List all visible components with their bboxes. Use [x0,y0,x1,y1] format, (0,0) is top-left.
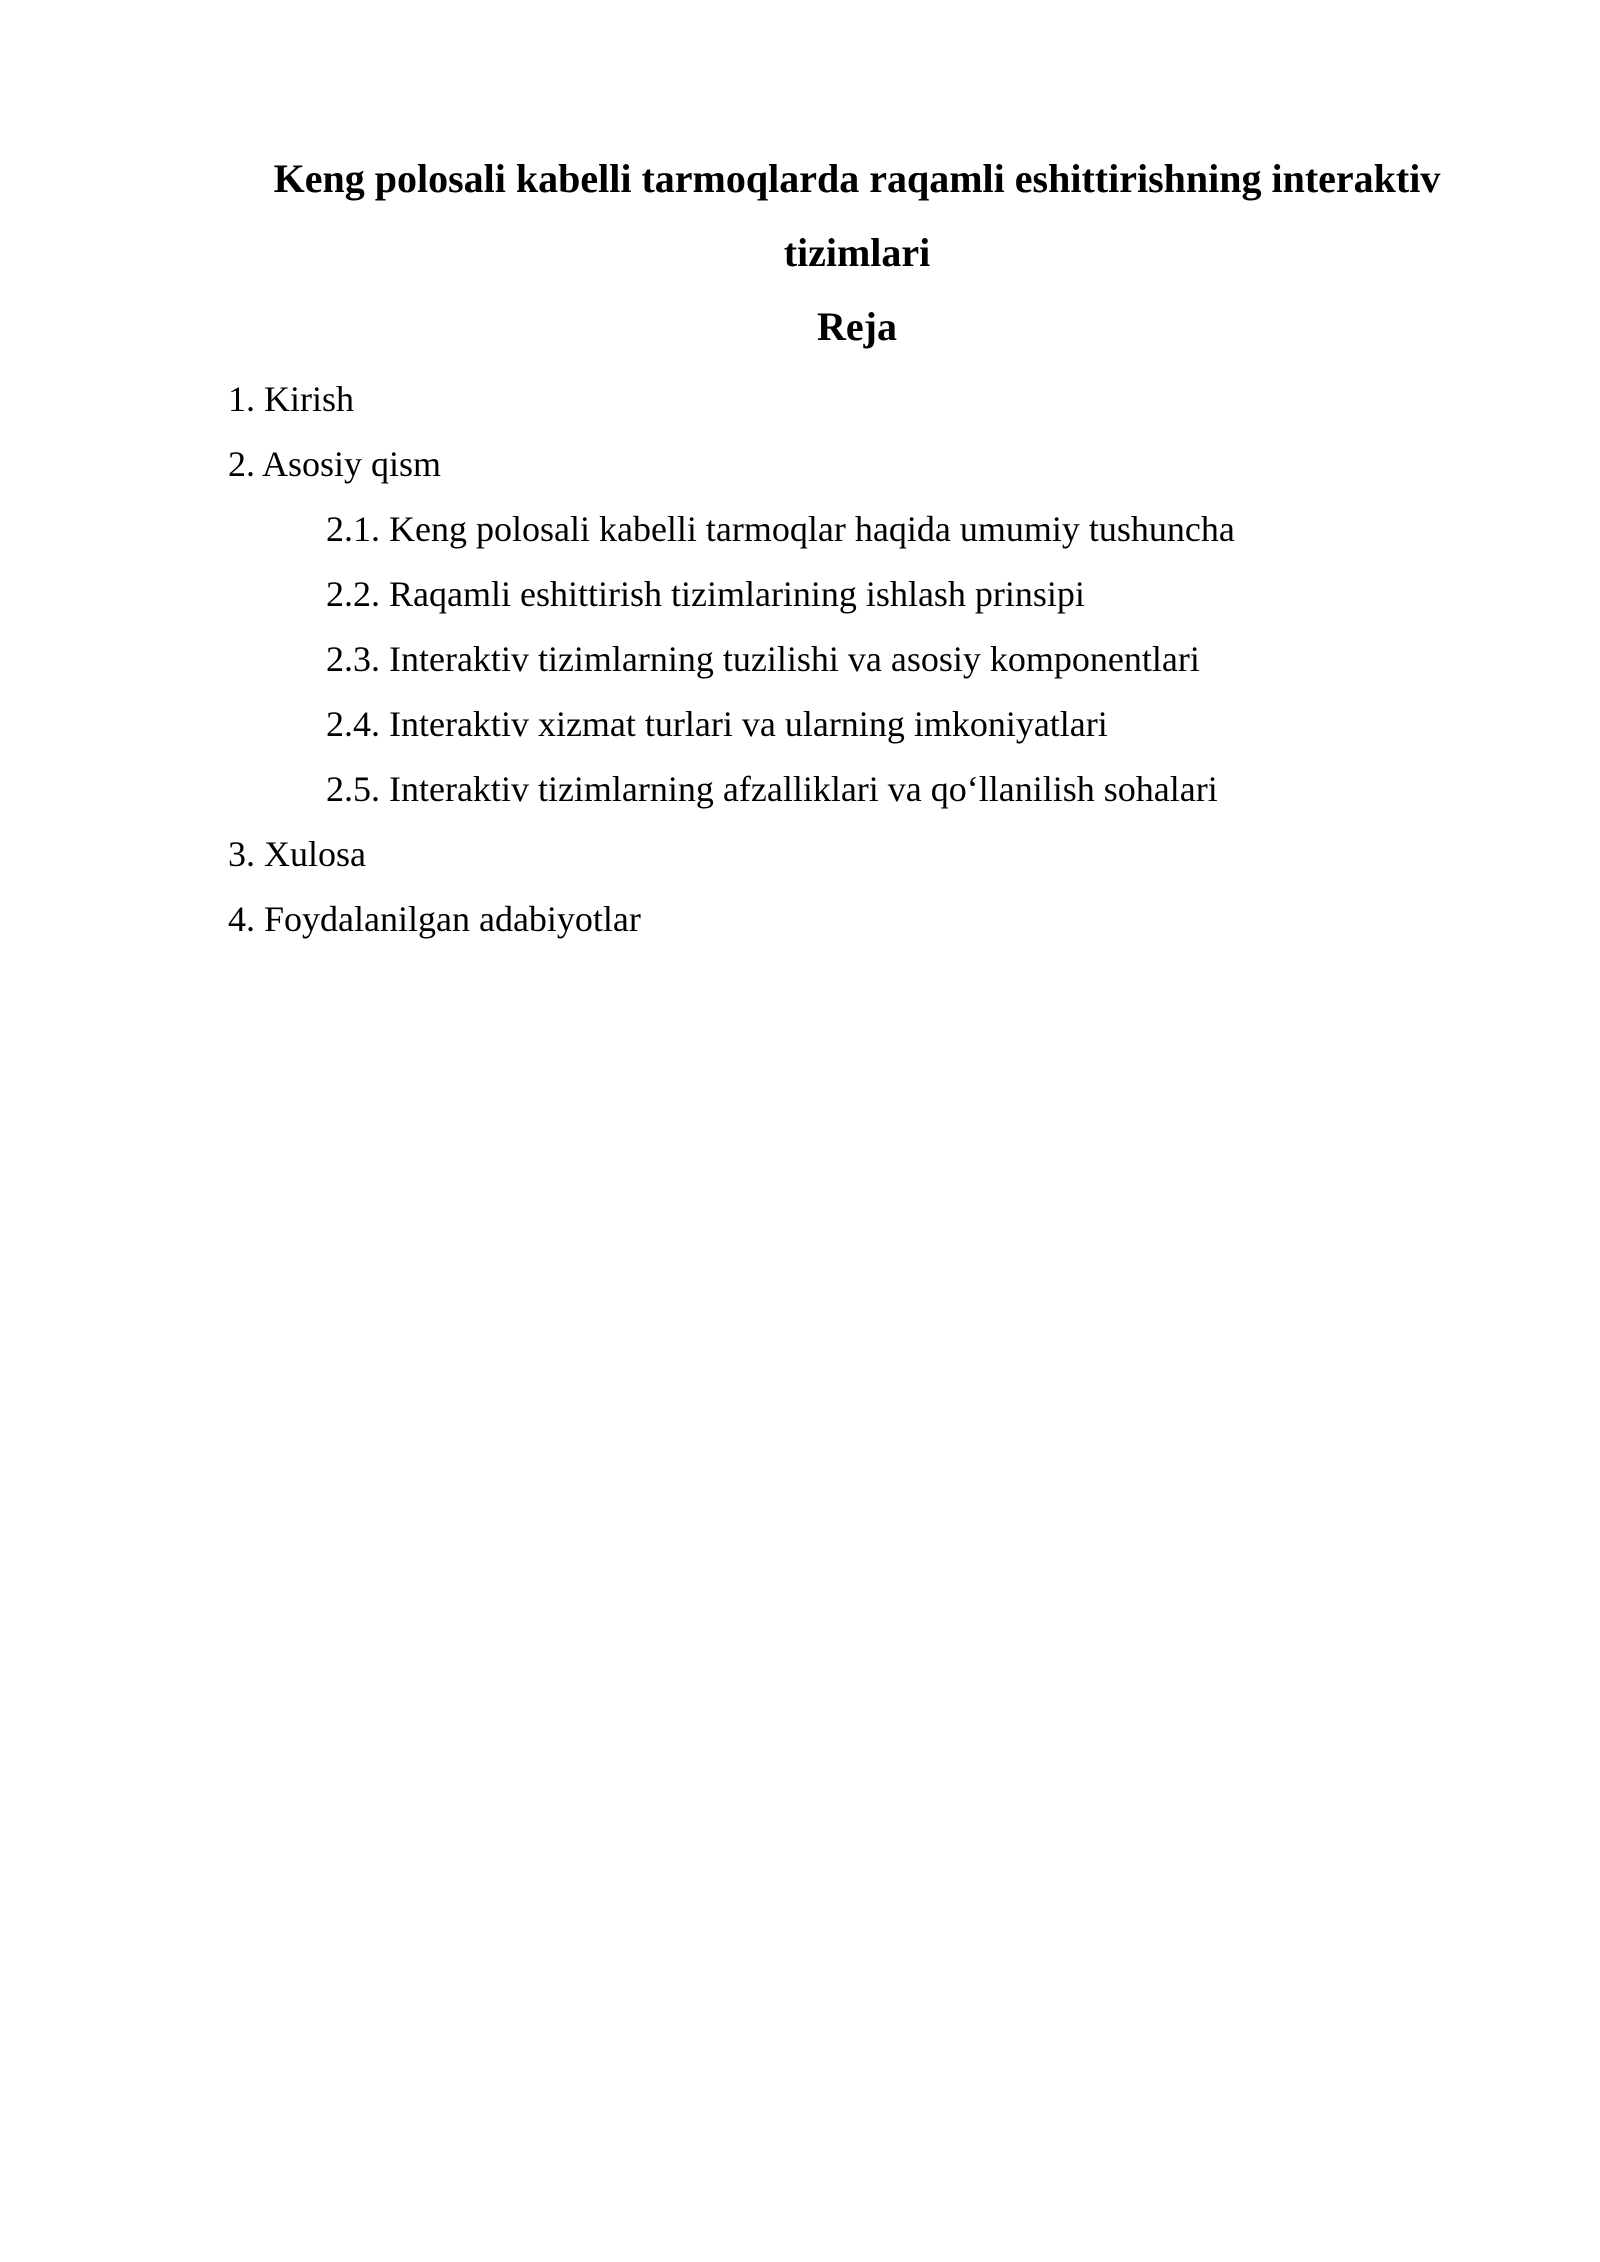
plan-item-main-part: 2. Asosiy qism [228,444,442,484]
plan-subitem-2-1: 2.1. Keng polosali kabelli tarmoqlar haqida umumiy tushuncha [326,509,1235,549]
plan-subitem-2-2: 2.2. Raqamli eshittirish tizimlarining ishlash prinsipi [326,574,1085,614]
plan-heading: Reja [817,304,897,349]
plan-item-introduction: 1. Kirish [228,379,354,419]
plan-subitem-2-4: 2.4. Interaktiv xizmat turlari va ularning imkoniyatlari [326,704,1108,744]
plan-item-references: 4. Foydalanilgan adabiyotlar [228,899,641,939]
plan-list [228,367,1235,952]
plan-item-conclusion: 3. Xulosa [228,834,366,874]
plan-subitem-2-5: 2.5. Interaktiv tizimlarning afzalliklari va qo‘llanilish sohalari [326,769,1218,809]
plan-subitem-2-3: 2.3. Interaktiv tizimlarning tuzilishi va asosiy komponentlari [326,639,1200,679]
document-title: Keng polosali kabelli tarmoqlarda raqamli eshittirishning interaktiv tizimlari [273,156,1441,275]
